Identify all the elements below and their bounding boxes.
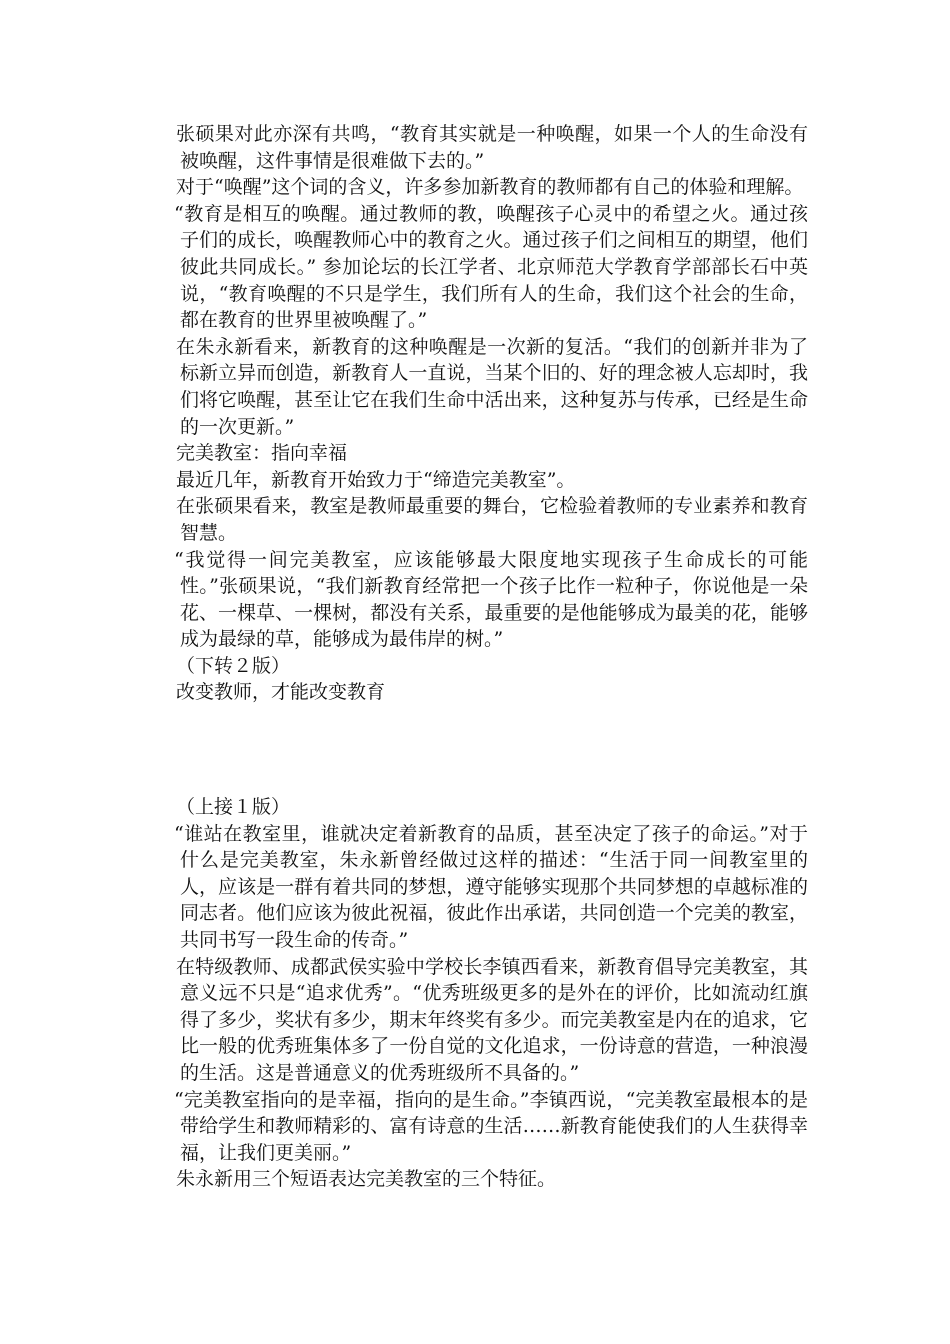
paragraph: “完美教室指向的是幸福，指向的是生命。”李镇西说，“完美教室最根本的是带给学生和教师精彩的、富有诗意的生活……新教育能使我们的人生获得幸福，让我们更美丽。” <box>174 1088 808 1164</box>
paragraph: 张硕果对此亦深有共鸣，“教育其实就是一种唤醒，如果一个人的生命没有被唤醒，这件事情是很难做下去的。” <box>176 123 808 172</box>
paragraph: 朱永新用三个短语表达完美教室的三个特征。 <box>176 1168 557 1191</box>
article-section-bottom <box>174 794 808 1193</box>
paragraph: 在特级教师、成都武侯实验中学校长李镇西看来，新教育倡导完美教室，其意义远不只是“追求优秀”。“优秀班级更多的是外在的评价，比如流动红旗得了多少，奖状有多少，期末年终奖有多少。而完美教室是内在的追求，它比一般的优秀班集体多了一份自觉的文化追求，一份诗意的营造，一种浪漫的生活。这是普通意义的优秀班级所不具备的。” <box>176 955 808 1084</box>
continuation-note: （下转２版） <box>176 654 291 677</box>
section-heading: 改变教师，才能改变教育 <box>176 681 386 704</box>
article-section-top <box>174 121 808 706</box>
paragraph: 在张硕果看来，教室是教师最重要的舞台，它检验着教师的专业素养和教育智慧。 <box>176 495 808 544</box>
paragraph: “谁站在教室里，谁就决定着新教育的品质，甚至决定了孩子的命运。”对于什么是完美教室，朱永新曾经做过这样的描述：“生活于同一间教室里的人，应该是一群有着共同的梦想，遵守能够实现那个共同梦想的卓越标准的同志者。他们应该为彼此祝福，彼此作出承诺，共同创造一个完美的教室，共同书写一段生命的传奇。” <box>174 822 808 951</box>
paragraph: 最近几年，新教育开始致力于“缔造完美教室”。 <box>176 468 576 491</box>
paragraph: “教育是相互的唤醒。通过教师的教，唤醒孩子心灵中的希望之火。通过孩子们的成长，唤醒教师心中的教育之火。通过孩子们之间相互的期望，他们彼此共同成长。” 参加论坛的长江学者、北京师范大学教育学部部长石中英说，“教育唤醒的不只是学生，我们所有人的生命，我们这个社会的生命，都在教育的世界里被唤醒了。” <box>174 202 808 332</box>
continuation-note: （上接１版） <box>176 796 291 818</box>
paragraph: 在朱永新看来，新教育的这种唤醒是一次新的复活。“我们的创新并非为了标新立异而创造，新教育人一直说，当某个旧的、好的理念被人忘却时，我们将它唤醒，甚至让它在我们生命中活出来，这种复苏与传承，已经是生命的一次更新。” <box>176 335 808 438</box>
section-heading: 完美教室：指向幸福 <box>176 442 348 465</box>
paragraph: 对于“唤醒”这个词的含义，许多参加新教育的教师都有自己的体验和理解。 <box>176 176 804 199</box>
paragraph: “我觉得一间完美教室，应该能够最大限度地实现孩子生命成长的可能性。”张硕果说，“我们新教育经常把一个孩子比作一粒种子，你说他是一朵花、一棵草、一棵树，都没有关系，最重要的是他能够成为最美的花，能够成为最绿的草，能够成为最伟岸的树。” <box>174 548 808 651</box>
